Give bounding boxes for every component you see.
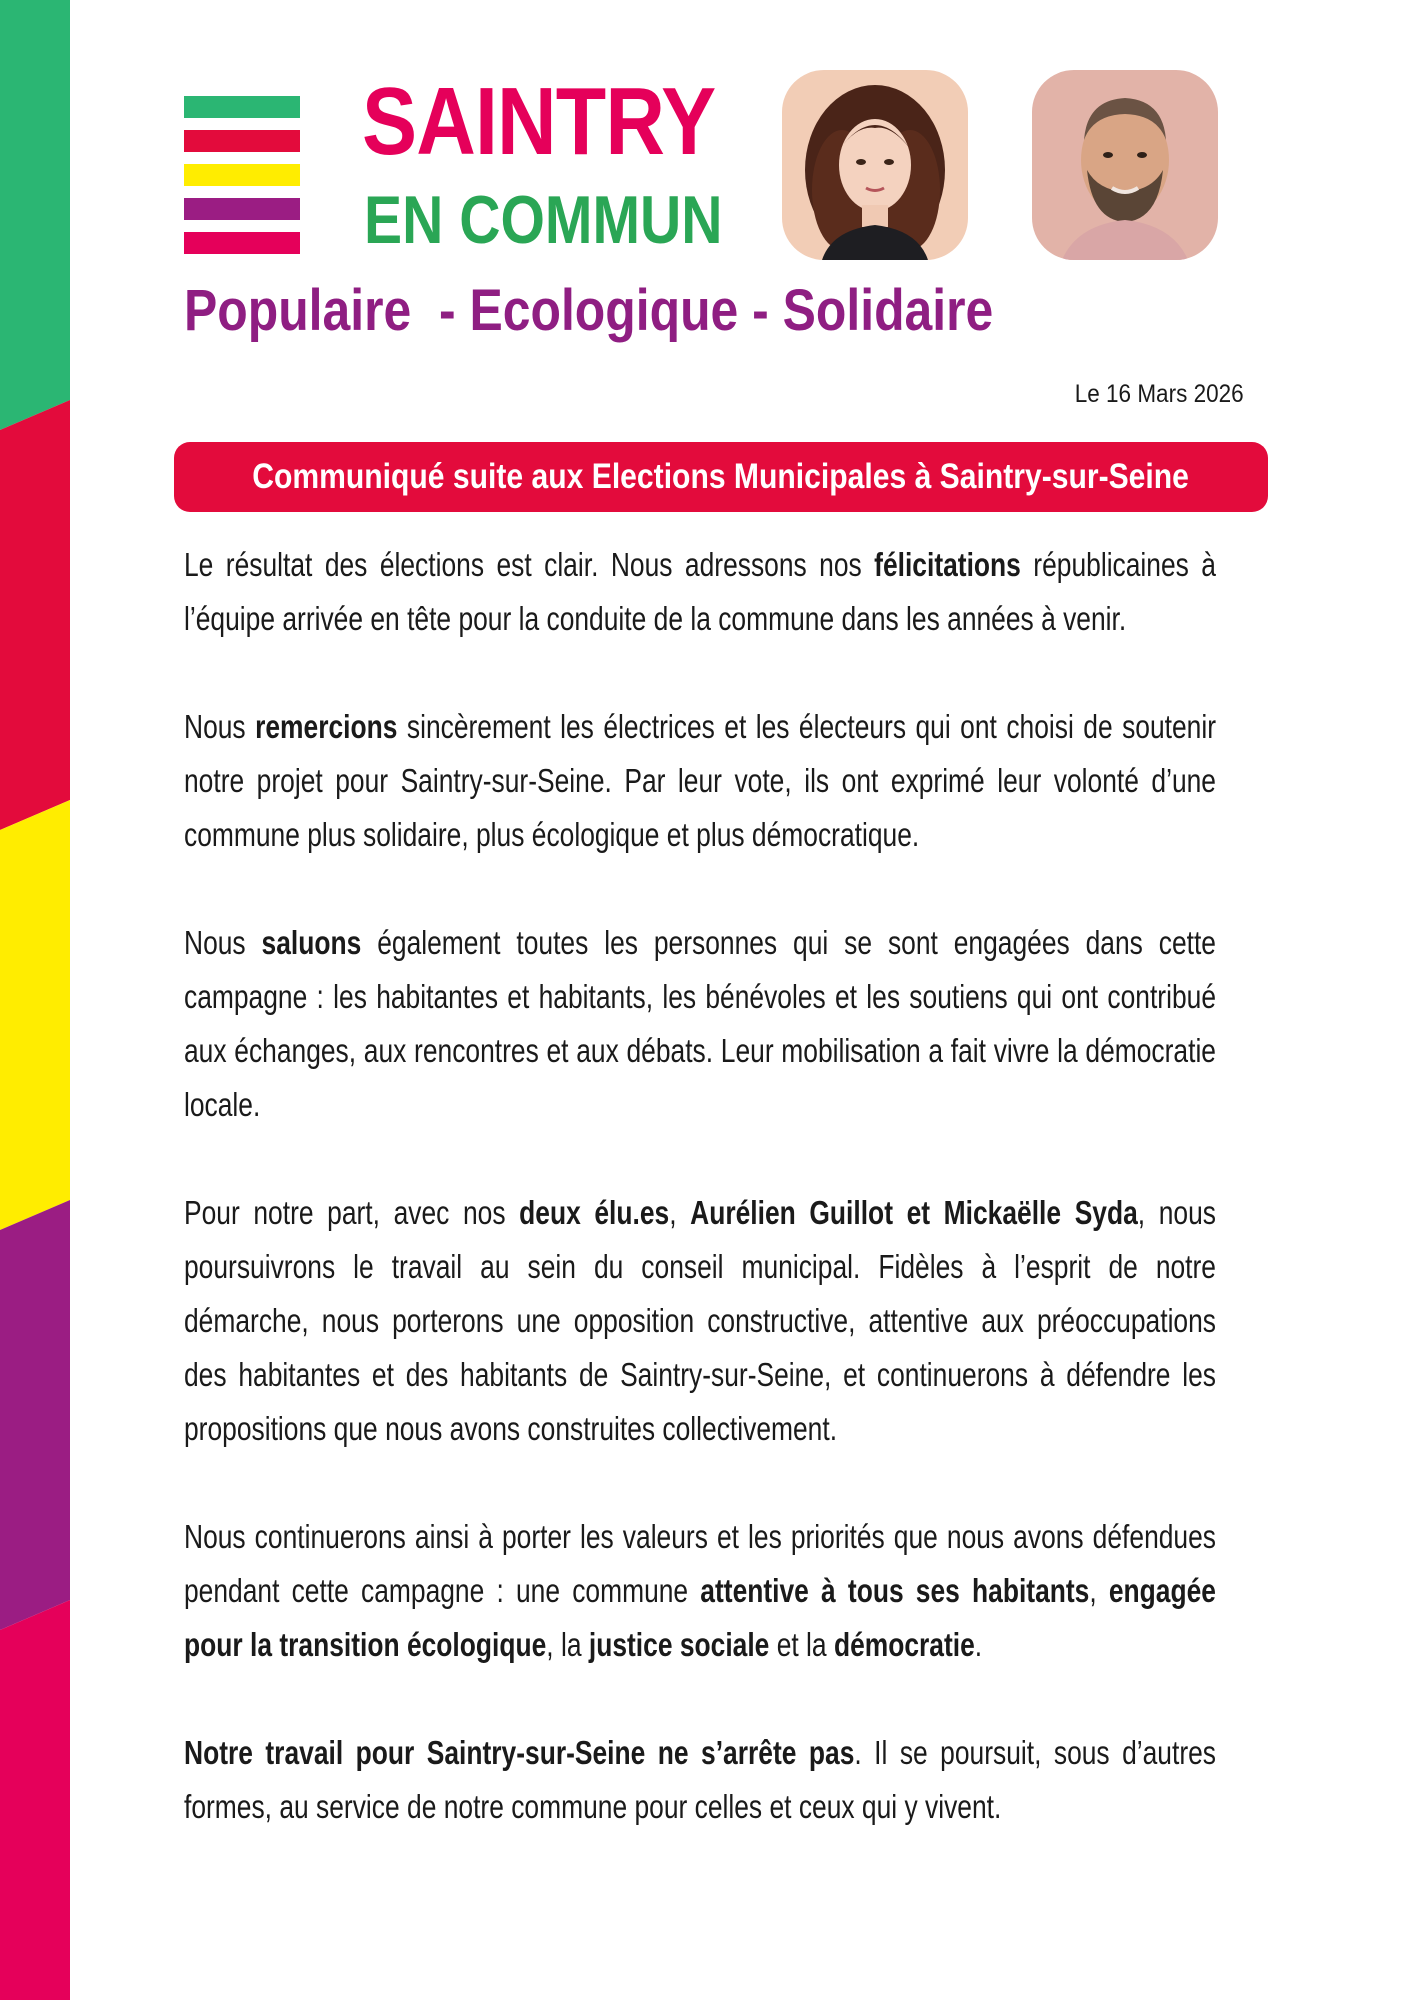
bold-run: saluons (261, 924, 362, 961)
text-run: et la (769, 1626, 834, 1663)
bold-run: démocratie (833, 1626, 975, 1663)
text-run: , la (546, 1626, 589, 1663)
text-run: Pour notre part, avec nos (184, 1194, 520, 1231)
bold-run: remercions (255, 708, 398, 745)
side-color-stripe (0, 0, 80, 2000)
body-text (184, 538, 1216, 1888)
bold-run: Notre travail pour Saintry-sur-Seine ne s’arrête pas (184, 1734, 855, 1771)
paragraph-3 (184, 916, 1216, 1132)
banner-text: Communiqué suite aux Elections Municipales à Saintry-sur-Seine (252, 457, 1190, 496)
text-run: également toutes les personnes qui se sont engagées dans cette campagne : les habitantes et habitants, les bénévoles et les soutiens qui ont contribué aux échanges, aux rencontres et aux débats. Leur mobilisation a fait vivre la démocratie locale. (184, 924, 1216, 1123)
logo-bars-icon (184, 96, 300, 266)
text-run: républicaines à l’équipe arrivée en tête pour la conduite de la commune dans les années à venir. (184, 546, 1216, 637)
text-run: , nous poursuivrons le travail au sein du conseil municipal. Fidèles à l’esprit de notre démarche, nous porterons une opposition constructive, attentive aux préoccupations des habitantes et des habitants de Saintry-sur-Seine, et continuerons à défendre les propositions que nous avons construites collectivement. (184, 1194, 1216, 1447)
title-banner (174, 442, 1268, 512)
bold-run: justice sociale (588, 1626, 770, 1663)
text-run: , (669, 1194, 691, 1231)
stripe-red (0, 400, 70, 830)
paragraph-1 (184, 538, 1216, 646)
text-run: sincèrement les électrices et les électeurs qui ont choisi de soutenir notre projet pour Saintry-sur-Seine. Par leur vote, ils ont exprimé leur volonté d’une commune plus solidaire, plus écologique et plus démocratique. (184, 708, 1216, 853)
text-run: Le résultat des élections est clair. Nous adressons nos (184, 546, 875, 583)
text-run: . (974, 1626, 983, 1663)
logo-bar-pink (184, 232, 300, 254)
bold-run: engagée pour la transition écologique (184, 1572, 1216, 1663)
logo-bar-yellow (184, 164, 300, 186)
bold-run: attentive à tous ses habitants (700, 1572, 1090, 1609)
logo-bar-purple (184, 198, 300, 220)
text-run: , (1089, 1572, 1109, 1609)
paragraph-5 (184, 1510, 1216, 1672)
paragraph-6 (184, 1726, 1216, 1834)
stripe-green (0, 0, 70, 430)
paragraph-2 (184, 700, 1216, 862)
logo-bar-red (184, 130, 300, 152)
bold-run: deux élu.es (519, 1194, 670, 1231)
logo-bar-green (184, 96, 300, 118)
bold-run: félicitations (874, 546, 1021, 583)
stripe-yellow (0, 800, 70, 1230)
tagline: Populaire - Ecologique - Solidaire (184, 278, 994, 343)
stripe-purple (0, 1200, 70, 1630)
brand-subtitle: EN COMMUN (364, 182, 723, 258)
date-label: Le 16 Mars 2026 (1075, 380, 1244, 408)
text-run: Nous continuerons ainsi à porter les valeurs et les priorités que nous avons défendues pendant cette campagne : une commune (184, 1518, 1216, 1609)
text-run: Nous (184, 708, 256, 745)
text-run: . Il se poursuit, sous d’autres formes, au service de notre commune pour celles et ceux qui y vivent. (184, 1734, 1216, 1825)
portrait-man-icon (1032, 70, 1218, 260)
portrait-woman-icon (782, 70, 968, 260)
paragraph-4 (184, 1186, 1216, 1456)
text-run: Nous (184, 924, 262, 961)
bold-run: Aurélien Guillot et Mickaëlle Syda (690, 1194, 1138, 1231)
stripe-pink (0, 1600, 70, 2000)
brand-title: SAINTRY (362, 68, 716, 175)
